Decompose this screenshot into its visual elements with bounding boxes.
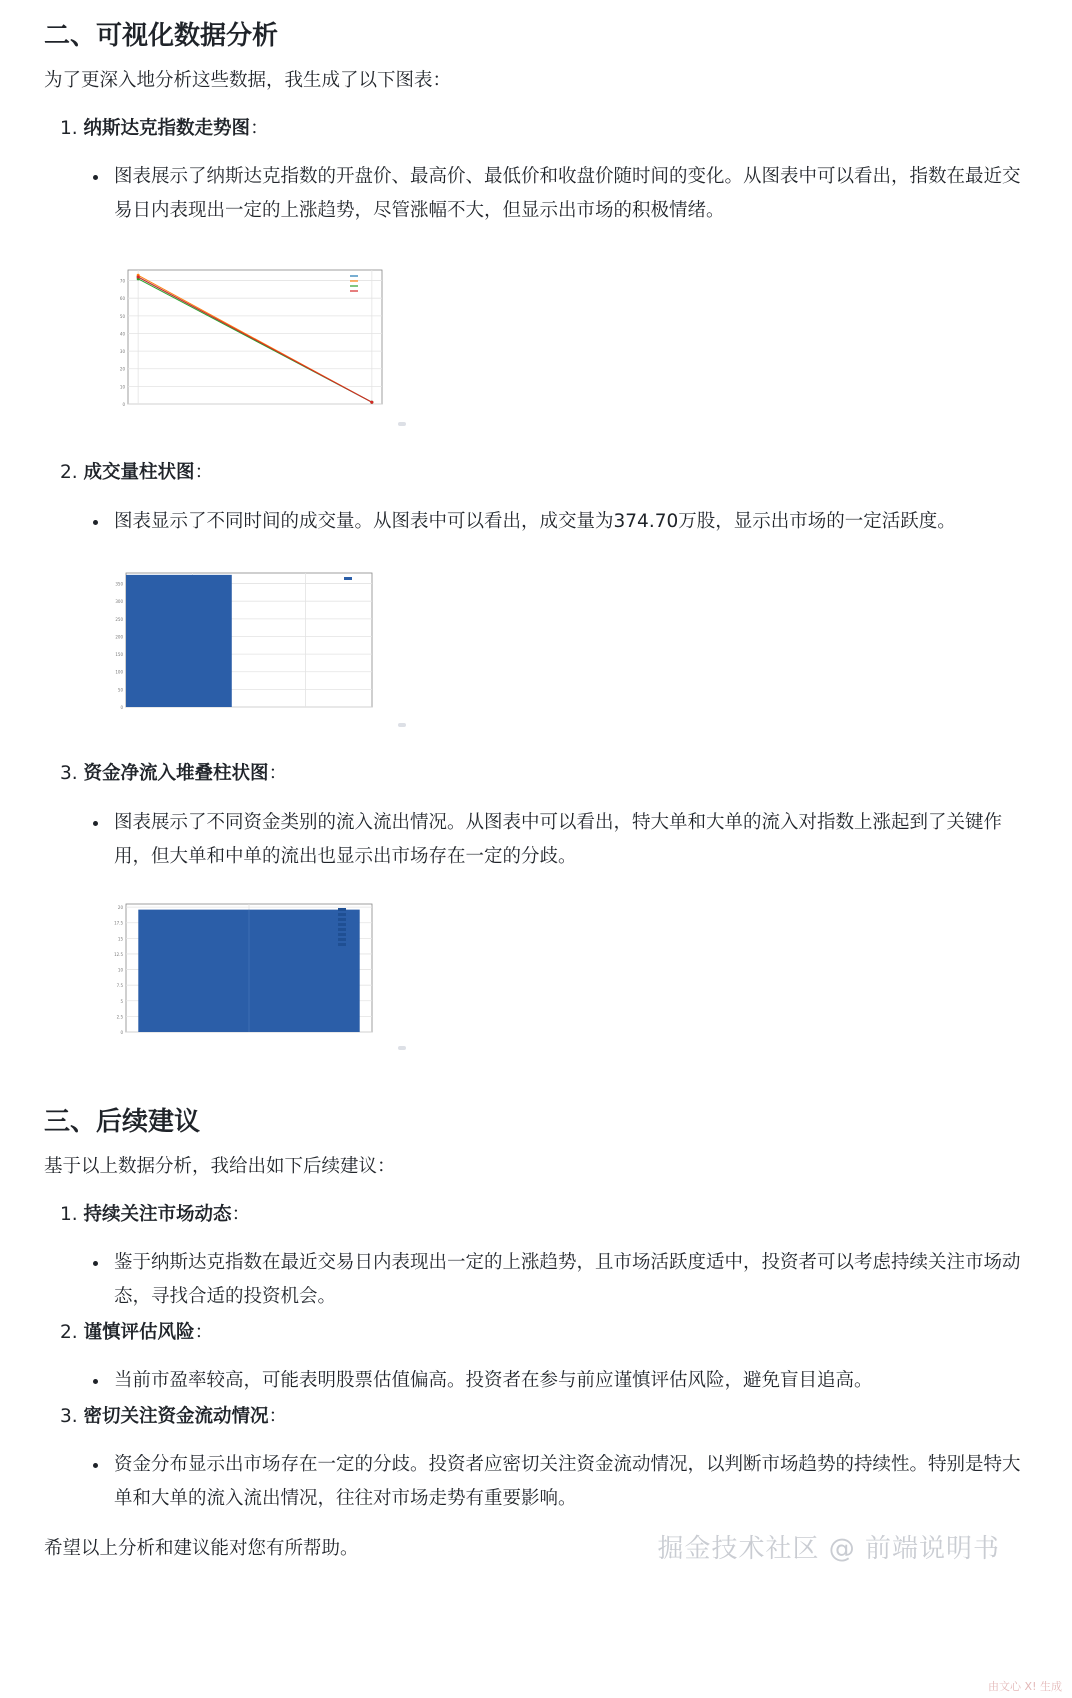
numbered-item bbox=[44, 1316, 1028, 1350]
legend-swatch bbox=[338, 908, 346, 911]
volume-bar-chart bbox=[76, 559, 416, 739]
item-number: 2. bbox=[60, 462, 78, 483]
item-number: 1. bbox=[60, 118, 78, 139]
item-colon: ： bbox=[268, 1406, 288, 1427]
numbered-item bbox=[44, 456, 1028, 490]
bullet-list bbox=[44, 505, 1028, 539]
item-colon: ： bbox=[194, 462, 214, 483]
y-tick-label: 70 bbox=[119, 278, 125, 284]
bullet-item: • 鉴于纳斯达克指数在最近交易日内表现出一定的上涨趋势，且市场活跃度适中，投资者可以考虑持续关注市场动态，寻找合适的投资机会。 bbox=[110, 1246, 1028, 1314]
item-title: 纳斯达克指数走势图 bbox=[83, 118, 251, 139]
item-colon: ： bbox=[268, 763, 288, 784]
item-number: 3. bbox=[60, 763, 78, 784]
legend-swatch bbox=[338, 943, 346, 946]
y-tick-label: 150 bbox=[115, 652, 123, 658]
numbered-item bbox=[44, 112, 1028, 146]
bullet-item: • 图表展示了不同资金类别的流入流出情况。从图表中可以看出，特大单和大单的流入对指数上涨起到了关键作用，但大单和中单的流出也显示出市场存在一定的分歧。 bbox=[110, 806, 1028, 874]
generated-by-badge: 由文心 X! 生成 bbox=[988, 1680, 1062, 1693]
y-tick-label: 17.5 bbox=[114, 920, 123, 926]
y-tick-label: 5 bbox=[120, 998, 123, 1004]
closing-text: 希望以上分析和建议能对您有所帮助。 bbox=[44, 1538, 359, 1559]
image-expand-handle bbox=[398, 422, 406, 426]
item-colon: ： bbox=[250, 118, 269, 139]
y-tick-label: 20 bbox=[119, 366, 125, 372]
item-colon: ： bbox=[231, 1204, 251, 1225]
bullet-list bbox=[44, 1246, 1028, 1314]
numbered-item bbox=[44, 757, 1028, 791]
y-tick-label: 100 bbox=[115, 669, 123, 675]
watermark-text: 掘金技术社区 @ 前端说明书 bbox=[657, 1534, 1000, 1564]
legend-swatch bbox=[338, 928, 346, 931]
y-tick-label: 0 bbox=[120, 1030, 123, 1035]
y-tick-label: 0 bbox=[120, 705, 123, 710]
bullet-item: • 当前市盈率较高，可能表明股票估值偏高。投资者在参与前应谨慎评估风险，避免盲目追高。 bbox=[110, 1364, 1028, 1398]
bullet-list bbox=[44, 160, 1028, 228]
bullet-item: • 图表展示了纳斯达克指数的开盘价、最高价、最低价和收盘价随时间的变化。从图表中可以看出，指数在最近交易日内表现出一定的上涨趋势，尽管涨幅不大，但显示出市场的积极情绪。 bbox=[110, 160, 1028, 228]
section-title-visualization: 二、可视化数据分析 bbox=[44, 21, 279, 51]
item-colon: ： bbox=[194, 1322, 214, 1343]
legend-swatch bbox=[344, 577, 352, 580]
y-tick-label: 50 bbox=[119, 313, 125, 319]
nasdaq-trend-chart-image[interactable] bbox=[76, 246, 1028, 436]
legend-swatch bbox=[338, 923, 346, 926]
y-tick-label: 250 bbox=[115, 616, 123, 622]
bullet-list bbox=[44, 1448, 1028, 1516]
data-point bbox=[137, 276, 140, 279]
item-title: 成交量柱状图 bbox=[83, 462, 195, 483]
y-tick-label: 60 bbox=[119, 296, 125, 302]
item-number: 2. bbox=[60, 1322, 78, 1343]
closing-row bbox=[44, 1532, 1028, 1566]
y-tick-label: 300 bbox=[115, 599, 123, 605]
volume-bar-chart-image[interactable] bbox=[76, 559, 1028, 739]
item-title: 资金净流入堆叠柱状图 bbox=[83, 763, 269, 784]
numbered-item bbox=[44, 1198, 1028, 1232]
y-tick-label: 7.5 bbox=[116, 983, 123, 989]
item-title: 谨慎评估风险 bbox=[83, 1322, 195, 1343]
y-tick-label: 10 bbox=[119, 384, 125, 390]
legend-swatch bbox=[338, 918, 346, 921]
y-tick-label: 0 bbox=[122, 402, 125, 407]
bullet-item: • 图表显示了不同时间的成交量。从图表中可以看出，成交量为374.70万股，显示出市场的一定活跃度。 bbox=[110, 505, 1028, 539]
y-tick-label: 2.5 bbox=[116, 1014, 123, 1020]
y-tick-label: 40 bbox=[119, 331, 125, 337]
section-title-suggestions: 三、后续建议 bbox=[44, 1107, 201, 1137]
fund-flow-stacked-chart bbox=[76, 896, 416, 1076]
legend-swatch bbox=[338, 938, 346, 941]
fund-flow-stacked-chart-image[interactable] bbox=[76, 896, 1028, 1076]
item-number: 3. bbox=[60, 1406, 78, 1427]
y-tick-label: 20 bbox=[117, 905, 123, 911]
y-tick-label: 10 bbox=[117, 967, 123, 973]
data-point bbox=[370, 401, 373, 404]
y-tick-label: 200 bbox=[115, 634, 123, 640]
section-intro: 基于以上数据分析，我给出如下后续建议： bbox=[44, 1156, 396, 1177]
item-title: 密切关注资金流动情况 bbox=[83, 1406, 269, 1427]
y-tick-label: 15 bbox=[117, 936, 123, 942]
section-intro: 为了更深入地分析这些数据，我生成了以下图表： bbox=[44, 70, 452, 91]
bullet-list bbox=[44, 1364, 1028, 1398]
y-tick-label: 50 bbox=[117, 687, 123, 693]
volume-bar bbox=[126, 575, 232, 707]
y-tick-label: 30 bbox=[119, 349, 125, 355]
legend-swatch bbox=[338, 933, 346, 936]
y-tick-label: 350 bbox=[115, 581, 123, 587]
image-expand-handle bbox=[398, 723, 406, 727]
item-title: 持续关注市场动态 bbox=[83, 1204, 232, 1225]
item-number: 1. bbox=[60, 1204, 78, 1225]
y-tick-label: 12.5 bbox=[114, 951, 123, 957]
image-expand-handle bbox=[398, 1046, 406, 1050]
nasdaq-trend-chart bbox=[76, 246, 416, 436]
numbered-item bbox=[44, 1400, 1028, 1434]
bullet-list bbox=[44, 806, 1028, 874]
bullet-item: • 资金分布显示出市场存在一定的分歧。投资者应密切关注资金流动情况，以判断市场趋势的持续性。特别是特大单和大单的流入流出情况，往往对市场走势有重要影响。 bbox=[110, 1448, 1028, 1516]
legend-swatch bbox=[338, 913, 346, 916]
